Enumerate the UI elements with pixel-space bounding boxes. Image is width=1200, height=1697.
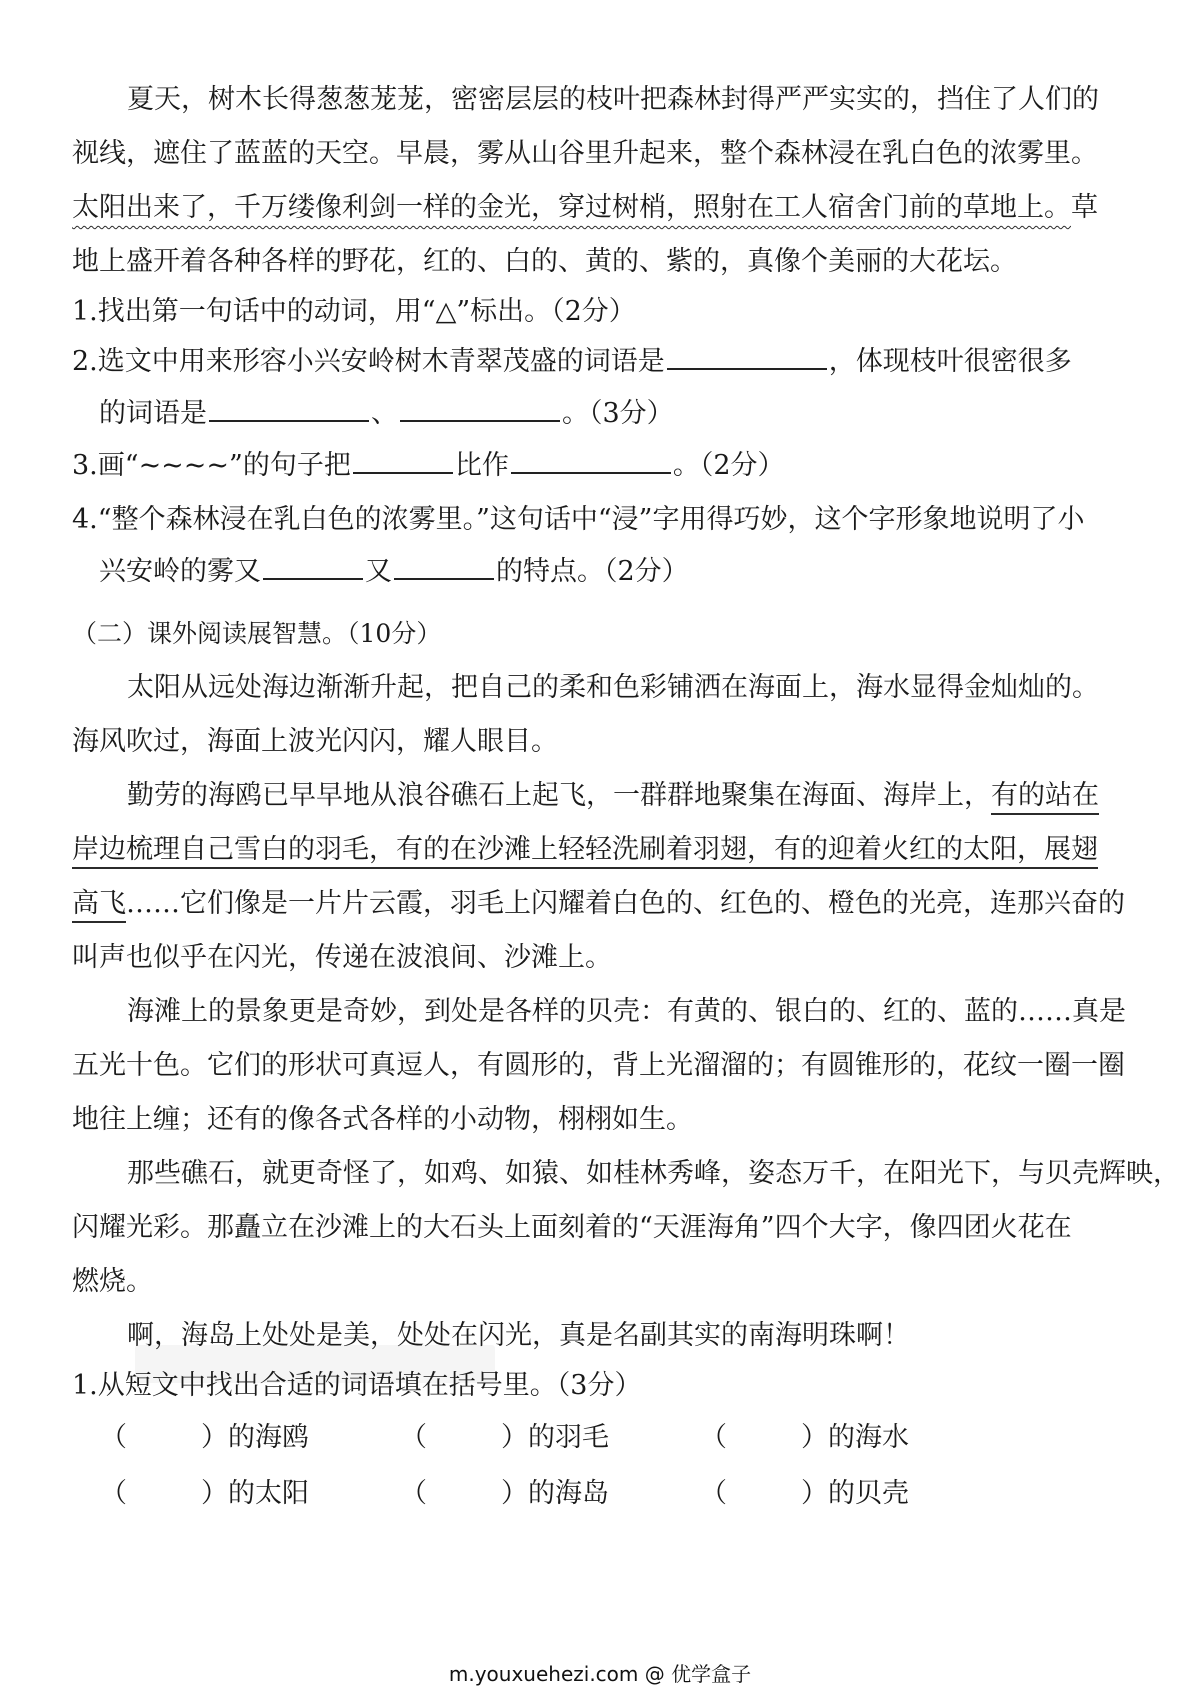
question-3-text-b: 比作 bbox=[454, 450, 509, 481]
paren-open: （ bbox=[100, 1478, 127, 1509]
paren-close: ） bbox=[201, 1422, 228, 1453]
fill-item[interactable] bbox=[400, 1418, 609, 1458]
fill-item[interactable] bbox=[700, 1418, 909, 1458]
p3-line-2: 五光十色。它们的形状可真逗人，有圆形的，背上光溜溜的；有圆锥形的，花纹一圈一圈 bbox=[72, 1050, 1125, 1081]
underlined-sentence-end: 高飞 bbox=[72, 888, 126, 919]
passage1-line-3-tail: 草 bbox=[1071, 192, 1098, 223]
paren-open: （ bbox=[400, 1422, 427, 1453]
p2-line-1-text: 勤劳的海鸥已早早地从浪谷礁石上起飞，一群群地聚集在海面、海岸上， bbox=[127, 780, 991, 811]
question-2 bbox=[72, 342, 1162, 382]
fill-item-label: 的海鸥 bbox=[228, 1422, 309, 1453]
answer-blank[interactable] bbox=[209, 394, 369, 422]
p1-line-1: 太阳从远处海边渐渐升起，把自己的柔和色彩铺洒在海面上，海水显得金灿灿的。 bbox=[127, 672, 1099, 703]
section-2-heading: （二）课外阅读展智慧。（10分） bbox=[72, 619, 442, 648]
question-2-text-c: 的词语是 bbox=[99, 398, 207, 429]
p5-line-1: 啊，海岛上处处是美，处处在闪光，真是名副其实的南海明珠啊！ bbox=[127, 1320, 910, 1351]
wavy-underlined-sentence: 太阳出来了，千万缕像利剑一样的金光，穿过树梢，照射在工人宿舍门前的草地上。 bbox=[72, 192, 1071, 223]
paren-open: （ bbox=[400, 1478, 427, 1509]
p3-line-1: 海滩上的景象更是奇妙，到处是各样的贝壳：有黄的、银白的、红的、蓝的……真是 bbox=[127, 996, 1126, 1027]
question-3-text: 3.画“~~~~”的句子把 bbox=[72, 450, 351, 481]
question-2-cont bbox=[99, 394, 1189, 434]
underlined-sentence-mid: 岸边梳理自己雪白的羽毛，有的在沙滩上轻轻洗刷着羽翅，有的迎着火红的太阳，展翅 bbox=[72, 834, 1098, 865]
fill-row-1 bbox=[100, 1418, 1140, 1458]
paren-open: （ bbox=[700, 1478, 727, 1509]
question-4-text-d: 的特点。（2分） bbox=[496, 556, 689, 587]
answer-blank[interactable] bbox=[263, 552, 363, 580]
fill-item-label: 的羽毛 bbox=[528, 1422, 609, 1453]
paren-open: （ bbox=[100, 1422, 127, 1453]
passage1-line-3 bbox=[72, 188, 1162, 228]
fill-item-label: 的海岛 bbox=[528, 1478, 609, 1509]
answer-blank[interactable] bbox=[667, 342, 827, 370]
p2-line-1 bbox=[127, 776, 1200, 816]
question-4-text-c: 又 bbox=[365, 556, 392, 587]
passage1-line-2: 视线，遮住了蓝蓝的天空。早晨，雾从山谷里升起来，整个森林浸在乳白色的浓雾里。 bbox=[72, 138, 1098, 169]
question-4-cont bbox=[99, 552, 1189, 592]
paren-close: ） bbox=[201, 1478, 228, 1509]
paren-close: ） bbox=[801, 1478, 828, 1509]
fill-item[interactable] bbox=[400, 1474, 609, 1514]
p2-line-3 bbox=[72, 884, 1162, 924]
paren-close: ） bbox=[501, 1422, 528, 1453]
p4-line-2: 闪耀光彩。那矗立在沙滩上的大石头上面刻着的“天涯海角”四个大字，像四团火花在 bbox=[72, 1212, 1072, 1243]
passage1-line-4: 地上盛开着各种各样的野花，红的、白的、黄的、紫的，真像个美丽的大花坛。 bbox=[72, 246, 1017, 277]
answer-blank[interactable] bbox=[400, 394, 560, 422]
fill-item-label: 的太阳 bbox=[228, 1478, 309, 1509]
section-2-question-1: 1.从短文中找出合适的词语填在括号里。（3分） bbox=[72, 1370, 642, 1401]
question-2-text-b: ，体现枝叶很密很多 bbox=[828, 346, 1072, 377]
passage1-line-1: 夏天，树木长得葱葱茏茏，密密层层的枝叶把森林封得严严实实的，挡住了人们的 bbox=[127, 84, 1099, 115]
question-3-text-c: 。（2分） bbox=[672, 450, 785, 481]
question-2-text-d: 、 bbox=[371, 398, 398, 429]
paren-open: （ bbox=[700, 1422, 727, 1453]
question-4-text-b: 兴安岭的雾又 bbox=[99, 556, 261, 587]
answer-blank[interactable] bbox=[353, 446, 453, 474]
question-2-text-e: 。（3分） bbox=[562, 398, 674, 429]
p3-line-3: 地往上缠；还有的像各式各样的小动物，栩栩如生。 bbox=[72, 1104, 693, 1135]
p4-line-1: 那些礁石，就更奇怪了，如鸡、如猿、如桂林秀峰，姿态万千，在阳光下，与贝壳辉映， bbox=[127, 1158, 1180, 1189]
question-3 bbox=[72, 446, 1162, 486]
p1-line-2: 海风吹过，海面上波光闪闪，耀人眼目。 bbox=[72, 726, 558, 757]
p2-line-2 bbox=[72, 830, 1162, 870]
fill-item[interactable] bbox=[100, 1418, 309, 1458]
question-1: 1.找出第一句话中的动词，用“△”标出。（2分） bbox=[72, 296, 636, 327]
p4-line-3: 燃烧。 bbox=[72, 1266, 153, 1297]
answer-blank[interactable] bbox=[394, 552, 494, 580]
answer-blank[interactable] bbox=[511, 446, 671, 474]
fill-item-label: 的贝壳 bbox=[828, 1478, 909, 1509]
question-2-text: 2.选文中用来形容小兴安岭树木青翠茂盛的词语是 bbox=[72, 346, 665, 377]
paren-close: ） bbox=[801, 1422, 828, 1453]
p2-line-3-text: ……它们像是一片片云霞，羽毛上闪耀着白色的、红色的、橙色的光亮，连那兴奋的 bbox=[126, 888, 1125, 919]
fill-row-2 bbox=[100, 1474, 1140, 1514]
p2-line-4: 叫声也似乎在闪光，传递在波浪间、沙滩上。 bbox=[72, 942, 612, 973]
underlined-sentence-start: 有的站在 bbox=[991, 780, 1099, 811]
fill-item[interactable] bbox=[700, 1474, 909, 1514]
fill-item[interactable] bbox=[100, 1474, 309, 1514]
paren-close: ） bbox=[501, 1478, 528, 1509]
footer-watermark[interactable]: m.youxuehezi.com @ 优学盒子 bbox=[448, 1662, 752, 1686]
fill-item-label: 的海水 bbox=[828, 1422, 909, 1453]
question-4: 4.“整个森林浸在乳白色的浓雾里。”这句话中“浸”字用得巧妙，这个字形象地说明了小 bbox=[72, 504, 1085, 535]
